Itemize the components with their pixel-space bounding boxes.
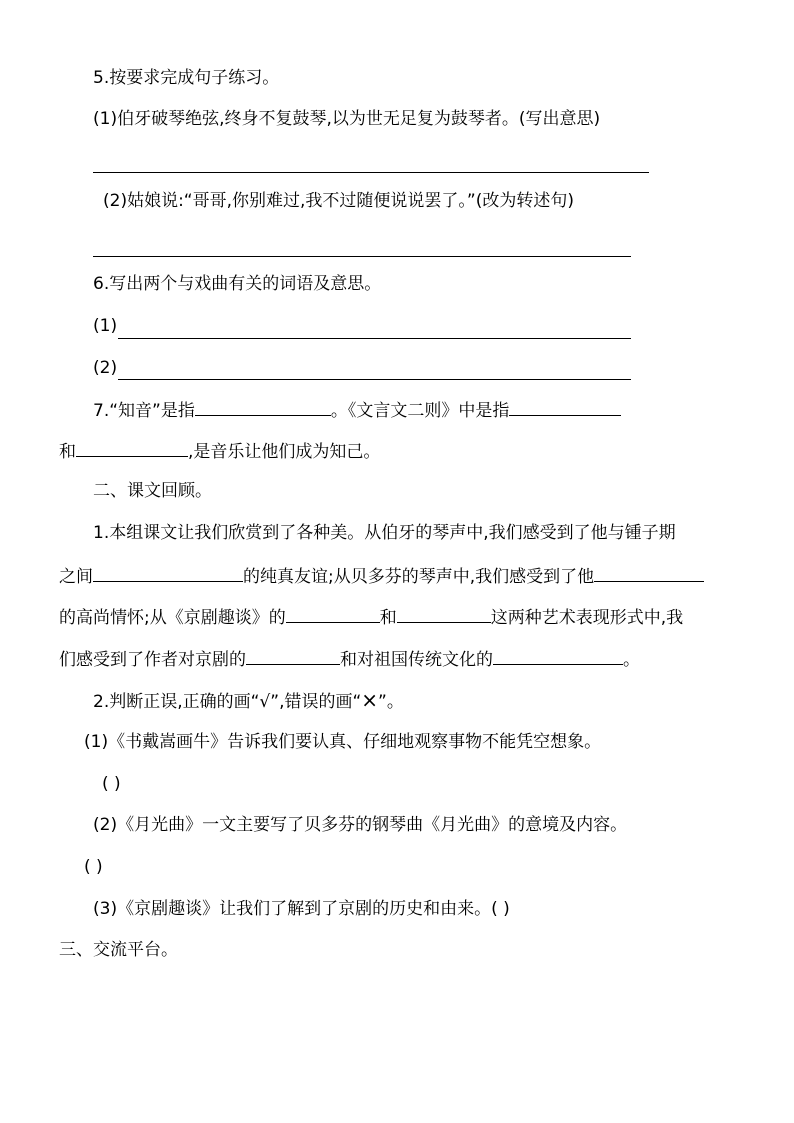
s2-q1-blank-1[interactable] bbox=[93, 563, 243, 582]
cross-mark-icon: × bbox=[361, 688, 379, 712]
q7-line1 bbox=[93, 397, 621, 423]
q7-text-part1: 7.“知音”是指 bbox=[93, 401, 195, 421]
s2-q2-item3-answer[interactable]: ( ) bbox=[491, 899, 510, 919]
q5-answer-line-1[interactable] bbox=[93, 172, 649, 173]
s2-q1-line3 bbox=[59, 604, 683, 630]
q7-line2 bbox=[59, 438, 380, 464]
s2-q1-text: 们感受到了作者对京剧的 bbox=[59, 650, 246, 670]
s2-q1-blank-3[interactable] bbox=[286, 604, 380, 623]
q7-text-part4: ,是音乐让他们成为知己。 bbox=[188, 442, 381, 462]
q6-title: 6.写出两个与戏曲有关的词语及意思。 bbox=[93, 274, 382, 294]
q6-answer-line-2[interactable] bbox=[118, 379, 631, 380]
s2-q1-line2 bbox=[59, 563, 704, 589]
s2-q2-item3-text: (3)《京剧趣谈》让我们了解到了京剧的历史和由来。 bbox=[93, 899, 492, 919]
q7-text-part3: 和 bbox=[59, 442, 76, 462]
s2-q2-item1-answer[interactable]: ( ) bbox=[102, 774, 121, 794]
s2-q1-text: 之间 bbox=[59, 567, 93, 587]
s2-q2-title bbox=[93, 688, 404, 714]
q6-item1-label: (1) bbox=[93, 316, 118, 336]
s2-q1-text: 的纯真友谊;从贝多芬的琴声中,我们感受到了他 bbox=[243, 567, 595, 587]
q7-blank-2[interactable] bbox=[509, 397, 621, 416]
s2-q2-item2-answer[interactable]: ( ) bbox=[84, 857, 103, 877]
s2-q1-text: 这两种艺术表现形式中,我 bbox=[490, 608, 684, 628]
s2-q1-line1: 1.本组课文让我们欣赏到了各种美。从伯牙的琴声中,我们感受到了他与锺子期 bbox=[93, 523, 676, 543]
s2-q2-title-end: ”。 bbox=[378, 692, 404, 712]
q5-item2: (2)姑娘说:“哥哥,你别难过,我不过随便说说罢了。”(改为转述句) bbox=[103, 191, 574, 211]
s2-q2-item3 bbox=[93, 897, 510, 921]
q7-blank-3[interactable] bbox=[76, 438, 188, 457]
q5-item1: (1)伯牙破琴绝弦,终身不复鼓琴,以为世无足复为鼓琴者。(写出意思) bbox=[93, 109, 601, 129]
q7-text-part2: 。《文言文二则》中是指 bbox=[330, 401, 510, 421]
s2-q1-text: 和 bbox=[379, 608, 397, 628]
q6-answer-line-1[interactable] bbox=[118, 338, 631, 339]
q5-answer-line-2[interactable] bbox=[93, 256, 631, 257]
s2-q1-text: 。 bbox=[623, 650, 640, 670]
section2-title: 二、课文回顾。 bbox=[93, 481, 212, 501]
q7-blank-1[interactable] bbox=[195, 397, 331, 416]
s2-q2-title-text: 2.判断正误,正确的画“√”,错误的画“ bbox=[93, 692, 362, 712]
s2-q2-item1: (1)《书戴嵩画牛》告诉我们要认真、仔细地观察事物不能凭空想象。 bbox=[84, 732, 602, 752]
q6-item2-label: (2) bbox=[93, 358, 118, 378]
section3-title: 三、交流平台。 bbox=[59, 940, 178, 960]
s2-q1-text: 和对祖国传统文化的 bbox=[340, 650, 493, 670]
s2-q2-item2: (2)《月光曲》一文主要写了贝多芬的钢琴曲《月光曲》的意境及内容。 bbox=[93, 815, 628, 835]
s2-q1-blank-6[interactable] bbox=[493, 646, 623, 665]
s2-q1-line4 bbox=[59, 646, 640, 672]
s2-q1-blank-4[interactable] bbox=[397, 604, 491, 623]
s2-q1-blank-5[interactable] bbox=[246, 646, 340, 665]
s2-q1-blank-2[interactable] bbox=[594, 563, 704, 582]
q5-title: 5.按要求完成句子练习。 bbox=[93, 68, 280, 88]
s2-q1-text: 的高尚情怀;从《京剧趣谈》的 bbox=[59, 608, 286, 628]
